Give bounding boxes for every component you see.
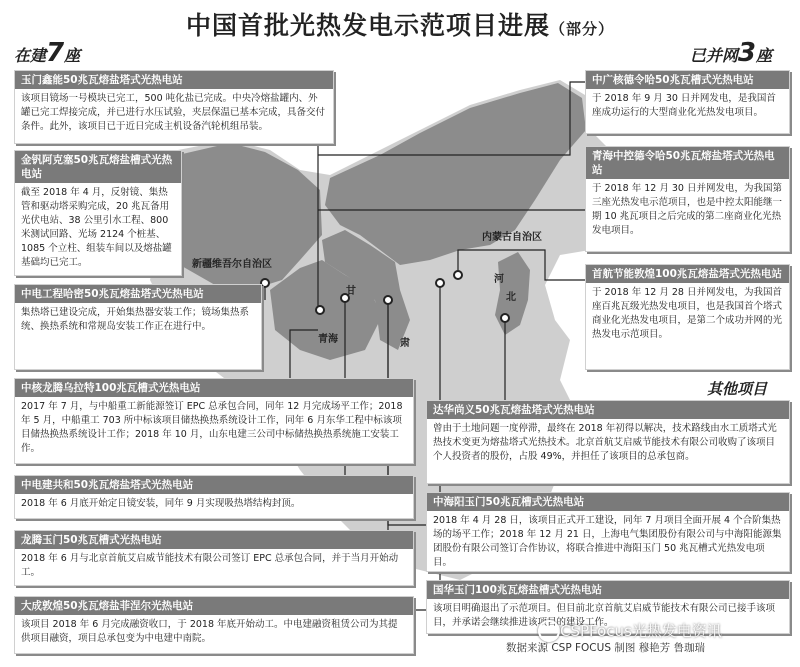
project-card-body: 2017 年 7 月，与中船重工新能源签订 EPC 总承包合同，同年 12 月完成场平工作；2018 年 5 月，中船重工 703 所中标该项目储热换热系统设计工作，同年 6 月东华工程中标该项目储热换热系统设计工作；2018 年 10 月，山东电建三公司中标储热换热系统施工安装工作。	[21, 401, 403, 454]
count-right-num: 3	[737, 38, 756, 68]
project-card-title: 青海中控德令哈50兆瓦熔盐塔式光热电站	[586, 147, 789, 179]
watermark-logo-icon	[538, 620, 560, 642]
grid-connected-count	[690, 38, 772, 68]
project-card-dacheng-dunhuang	[14, 596, 414, 654]
project-card-body: 2018 年 6 月底开始定日镜安装，同年 9 月实现吸热塔结构封顶。	[21, 498, 301, 509]
project-card-title: 龙腾玉门50兆瓦槽式光热电站	[15, 531, 413, 549]
project-card-body: 曾由于土地问题一度停滞，最终在 2018 年初得以解决，技术路线由水工质塔式光热技术变更为熔盐塔式光热技术。北京首航艾启威节能技术有限公司收购了该项目个人投资者的股份，占股 49%，并担任了该项目的总承包商。	[433, 423, 777, 462]
other-projects-label: 其他项目	[707, 380, 768, 398]
marker-delingha	[316, 306, 324, 314]
count-right-prefix: 已并网	[689, 46, 738, 65]
region-label-xinjiang: 新疆维吾尔自治区	[192, 259, 272, 270]
project-card-title: 中广核德令哈50兆瓦槽式光热电站	[586, 71, 789, 89]
count-left-prefix: 在建	[14, 46, 47, 65]
region-label-gansu-1: 甘	[346, 286, 356, 297]
count-right-suffix: 座	[755, 46, 772, 65]
project-card-body: 于 2018 年 12 月 30 日并网发电，为我国第三座光热发电示范项目，也是中控太阳能继一期 10 兆瓦项目之后完成的第二座商业化光热发电项目。	[592, 183, 783, 236]
project-card-zhongdianjian-gonghe	[14, 475, 414, 519]
project-card-title: 中海阳玉门50兆瓦槽式光热电站	[427, 493, 789, 511]
project-card-title: 国华玉门100兆瓦熔盐槽式光热电站	[427, 581, 789, 599]
region-label-gansu-2: 肃	[400, 338, 410, 349]
project-card-body: 截至 2018 年 4 月，反射镜、集热管和驱动塔采购完成，20 兆瓦备用光伏电站、38 公里引水工程、800 米测试回路、光场 2124 个桩基、1085 个立柱、组装车间以及熔盐罐基础均已完工。	[21, 187, 172, 268]
project-card-title: 大成敦煌50兆瓦熔盐菲涅尔光热电站	[15, 597, 413, 615]
region-label-hebei-1: 河	[494, 274, 504, 285]
project-card-body: 该项目明确退出了示范项目。但目前北京首航艾启威节能技术有限公司已接手该项目，并承诺会继续推进该项目的建设工作。	[433, 603, 776, 628]
marker-dunhuang	[436, 279, 444, 287]
marker-wulate	[454, 271, 462, 279]
title-suffix: （部分）	[550, 20, 615, 38]
project-card-title: 玉门鑫能50兆瓦熔盐塔式光热电站	[15, 71, 333, 89]
page-title	[0, 6, 800, 42]
marker-shangyi	[501, 314, 509, 322]
region-label-qinghai: 青海	[318, 334, 338, 345]
project-card-supcon-delingha	[585, 146, 790, 252]
watermark: CSPFocus光热发电资讯	[560, 622, 722, 640]
project-card-title: 首航节能敦煌100兆瓦熔盐塔式光热电站	[586, 265, 789, 283]
project-card-body: 2018 年 4 月 28 日，该项目正式开工建设，同年 7 月项目全面开展 4 个合阶集热场的场平工作；2018 年 12 月 21 日，上海电气集团股份有限公司与中海阳能源集团股份有限公司签订合作协议，将联合推进中海阳玉门 50 兆瓦槽式光热发电项目。	[433, 515, 782, 568]
project-card-title: 中电工程哈密50兆瓦熔盐塔式光热电站	[15, 285, 261, 303]
region-label-neimenggu: 内蒙古自治区	[482, 232, 542, 243]
footer-credits: 数据来源 CSP FOCUS 制图 穆艳芳 鲁珈瑞	[506, 642, 706, 654]
project-card-title: 金钒阿克塞50兆瓦熔盐槽式光热电站	[15, 151, 181, 183]
project-card-body: 该项目镜场一号模块已完工，500 吨化盐已完成。中央冷熔盐罐内、外罐已完工焊接完成，并已进行水压试验，夹层保温已基本完成，具备交付条件。此外，该项目已于近日完成主机设备汽轮机组吊装。	[21, 93, 326, 132]
project-card-jinfan-akesai	[14, 150, 182, 276]
region-label-hebei-2: 北	[506, 292, 516, 303]
project-card-body: 于 2018 年 9 月 30 日并网发电，是我国首座成功运行的大型商业化光热发电项目。	[592, 93, 776, 118]
project-card-longteng-yumen	[14, 530, 414, 586]
project-card-zhonghaiyang-yumen	[426, 492, 790, 572]
project-card-body: 该项目 2018 年 6 月完成融资收口，于 2018 年底开始动工。中电建融资租赁公司为其提供项目融资，项目总承包变为中电建中南院。	[21, 619, 398, 644]
title-text: 中国首批光热发电示范项目进展	[185, 11, 550, 40]
under-construction-count	[14, 38, 80, 68]
marker-hami	[261, 279, 269, 287]
project-card-body: 于 2018 年 12 月 28 日并网发电，为我国首座百兆瓦级光热发电项目，也是我国首个塔式商业化光热发电项目，是第二个成功并网的光热发电示范项目。	[592, 287, 783, 340]
project-card-title: 中电建共和50兆瓦熔盐塔式光热电站	[15, 476, 413, 494]
project-card-title: 中核龙腾乌拉特100兆瓦槽式光热电站	[15, 379, 413, 397]
marker-yumen	[384, 296, 392, 304]
project-card-zhonghe-wulate	[14, 378, 414, 464]
count-left-suffix: 座	[64, 46, 81, 65]
project-card-cgn-delingha	[585, 70, 790, 134]
project-card-yumen-xinneng	[14, 70, 334, 144]
project-card-shouhang-dunhuang	[585, 264, 790, 370]
project-card-body: 集热塔已建设完成，开始集热器安装工作；镜场集热系统、换热系统和常规岛安装工作正在进行中。	[21, 307, 250, 332]
count-left-num: 7	[46, 38, 65, 68]
project-card-title: 达华尚义50兆瓦熔盐塔式光热电站	[427, 401, 789, 419]
project-card-dahua-shangyi	[426, 400, 790, 484]
project-card-zhongdian-hami	[14, 284, 262, 370]
project-card-body: 2018 年 6 月与北京首航艾启威节能技术有限公司签订 EPC 总承包合同，并于当月开始动工。	[21, 553, 399, 578]
